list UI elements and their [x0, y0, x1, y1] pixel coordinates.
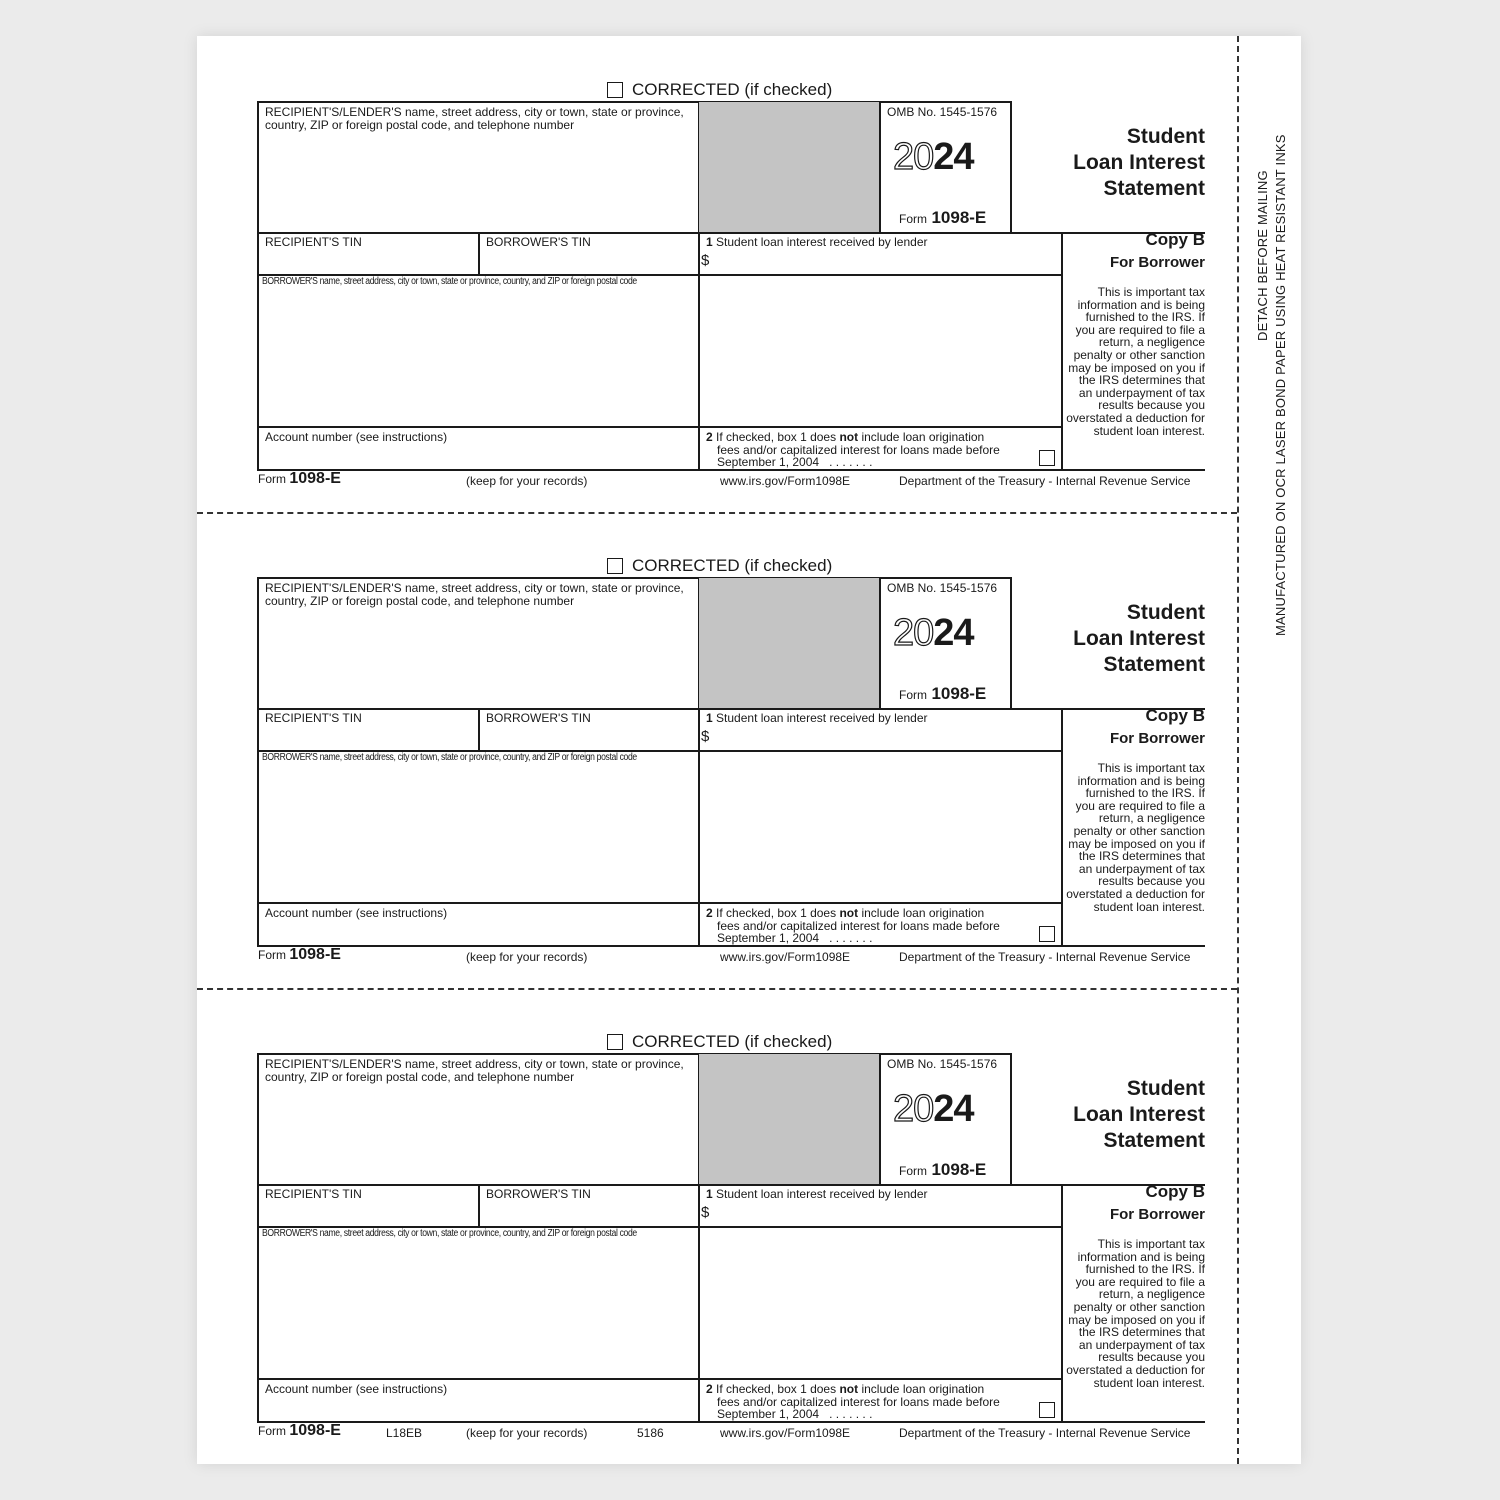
corrected-row — [607, 1032, 832, 1052]
tax-notice: This is important tax information and is being furnished to the IRS. If you are required to file a return, a negligence penalty or other sanction may be imposed on you if the IRS determines that an underpayment of tax results because you overstated a deduction for student loan interest. — [1066, 761, 1205, 914]
box2-line-2: fees and/or capitalized interest for loans made before — [717, 918, 1000, 933]
footer-form-number: 1098-E — [289, 470, 341, 487]
box2-line-2: fees and/or capitalized interest for loans made before — [717, 442, 1000, 457]
form-word: Form — [899, 1164, 927, 1178]
form-sheet — [197, 36, 1301, 1464]
box2-number: 2 — [706, 906, 713, 920]
omb-number: OMB No. 1545-1576 — [887, 581, 998, 595]
box2-bold: not — [839, 1382, 859, 1396]
corrected-label: CORRECTED (if checked) — [632, 556, 833, 575]
gray-box-divider — [879, 1053, 881, 1185]
box2-checkbox[interactable] — [1039, 1402, 1055, 1418]
title-line-2: Loan Interest — [1073, 1103, 1205, 1126]
shaded-box — [699, 578, 879, 708]
box1-label — [706, 712, 928, 725]
footer-form-number: 1098-E — [289, 946, 341, 963]
form-copy-1 — [197, 36, 1237, 488]
box1-label — [706, 236, 928, 249]
title-line-3: Statement — [1103, 653, 1205, 676]
footer-code: L18EB — [386, 1426, 423, 1440]
box2-post: include loan origination — [861, 430, 985, 444]
box2-pre: If checked, box 1 does — [716, 906, 837, 920]
form-top-border — [257, 1053, 1011, 1055]
form-copy-3 — [197, 988, 1237, 1440]
footer-keep: (keep for your records) — [466, 1426, 588, 1440]
for-borrower-label: For Borrower — [1109, 254, 1205, 271]
box2-post: include loan origination — [861, 1382, 985, 1396]
tax-year-suffix: 24 — [933, 612, 974, 654]
box2-date: September 1, 2004 — [717, 455, 820, 470]
box1-number: 1 — [706, 1187, 713, 1201]
account-number-label: Account number (see instructions) — [265, 1382, 448, 1396]
form-word: Form — [899, 688, 927, 702]
omb-number: OMB No. 1545-1576 — [887, 1057, 998, 1071]
box2-post: include loan origination — [861, 906, 985, 920]
paper-note: MANUFACTURED ON OCR LASER BOND PAPER USING HEAT RESISTANT INKS — [1273, 134, 1288, 636]
borrower-name-label: BORROWER'S name, street address, city or town, state or province, country, and ZIP or foreign postal code — [262, 276, 637, 287]
form-number-box — [899, 684, 986, 704]
recipient-tin-label: RECIPIENT'S TIN — [265, 1187, 362, 1201]
box1-dollar-sign: $ — [701, 1204, 710, 1221]
form-left-border — [257, 1053, 259, 1423]
form-top-border — [257, 577, 1011, 579]
account-row-top — [257, 1378, 1062, 1380]
recipient-lender-label: RECIPIENT'S/LENDER'S name, street address, city or town, state or province, country, ZIP or foreign postal code, and telephone number — [265, 1057, 684, 1084]
box2-line-2: fees and/or capitalized interest for loans made before — [717, 1394, 1000, 1409]
omb-number: OMB No. 1545-1576 — [887, 105, 998, 119]
box1-label — [706, 1188, 928, 1201]
gray-box-divider — [879, 577, 881, 709]
box2-checkbox[interactable] — [1039, 926, 1055, 942]
account-number-label: Account number (see instructions) — [265, 430, 448, 444]
box2-bold: not — [839, 906, 859, 920]
borrower-name-label: BORROWER'S name, street address, city or town, state or province, country, and ZIP or foreign postal code — [262, 1228, 637, 1239]
footer-keep: (keep for your records) — [466, 950, 588, 964]
title-line-1: Student — [1126, 125, 1205, 148]
tax-year — [893, 612, 974, 655]
tin-divider — [478, 1184, 480, 1226]
title-line-3: Statement — [1103, 177, 1205, 200]
recipient-lender-label: RECIPIENT'S/LENDER'S name, street address, city or town, state or province, country, ZIP or foreign postal code, and telephone number — [265, 105, 684, 132]
corrected-row — [607, 80, 832, 100]
box2-date: September 1, 2004 — [717, 931, 820, 946]
tax-year-prefix: 20 — [893, 1088, 934, 1130]
corrected-checkbox[interactable] — [607, 1034, 623, 1050]
box2-number: 2 — [706, 1382, 713, 1396]
box2-label — [706, 1383, 1000, 1421]
side-notes — [1255, 96, 1295, 636]
title-line-1: Student — [1126, 1077, 1205, 1100]
box1-number: 1 — [706, 235, 713, 249]
box2-pre: If checked, box 1 does — [716, 1382, 837, 1396]
borrower-tin-label: BORROWER'S TIN — [486, 711, 591, 725]
account-number-label: Account number (see instructions) — [265, 906, 448, 920]
corrected-checkbox[interactable] — [607, 558, 623, 574]
footer-cat-number: 5186 — [637, 1426, 664, 1440]
footer-department: Department of the Treasury - Internal Revenue Service — [899, 474, 1191, 488]
box2-number: 2 — [706, 430, 713, 444]
corrected-label: CORRECTED (if checked) — [632, 80, 833, 99]
title-line-2: Loan Interest — [1073, 151, 1205, 174]
form-left-border — [257, 577, 259, 947]
tax-year-suffix: 24 — [933, 136, 974, 178]
for-borrower-label: For Borrower — [1109, 730, 1205, 747]
gray-box-divider — [879, 101, 881, 233]
shaded-box — [699, 102, 879, 232]
tax-year-prefix: 20 — [893, 136, 934, 178]
borrower-name-label: BORROWER'S name, street address, city or town, state or province, country, and ZIP or foreign postal code — [262, 752, 637, 763]
footer-url: www.irs.gov/Form1098E — [720, 1426, 851, 1440]
tax-notice: This is important tax information and is being furnished to the IRS. If you are required to file a return, a negligence penalty or other sanction may be imposed on you if the IRS determines that an underpayment of tax results because you overstated a deduction for student loan interest. — [1066, 285, 1205, 438]
footer-url: www.irs.gov/Form1098E — [720, 950, 851, 964]
box1-text: Student loan interest received by lender — [716, 235, 928, 249]
box2-pre: If checked, box 1 does — [716, 430, 837, 444]
box2-checkbox[interactable] — [1039, 450, 1055, 466]
footer-department: Department of the Treasury - Internal Revenue Service — [899, 950, 1191, 964]
footer-url: www.irs.gov/Form1098E — [720, 474, 851, 488]
form-number: 1098-E — [931, 208, 987, 227]
tax-year-suffix: 24 — [933, 1088, 974, 1130]
borrower-tin-label: BORROWER'S TIN — [486, 235, 591, 249]
corrected-label: CORRECTED (if checked) — [632, 1032, 833, 1051]
omb-box-right-border — [1010, 577, 1012, 709]
form-title — [1057, 600, 1205, 678]
recipient-tin-label: RECIPIENT'S TIN — [265, 235, 362, 249]
box1-dollar-sign: $ — [701, 252, 710, 269]
box2-dots: . . . . . . . — [829, 931, 873, 946]
footer-department: Department of the Treasury - Internal Revenue Service — [899, 1426, 1191, 1440]
form-number-box — [899, 208, 986, 228]
account-row-top — [257, 426, 1062, 428]
tax-year-prefix: 20 — [893, 612, 934, 654]
for-borrower-label: For Borrower — [1109, 1206, 1205, 1223]
tax-notice: This is important tax information and is being furnished to the IRS. If you are required to file a return, a negligence penalty or other sanction may be imposed on you if the IRS determines that an underpayment of tax results because you overstated a deduction for student loan interest. — [1066, 1237, 1205, 1390]
form-bottom-border — [257, 945, 1205, 947]
footer-form-number: 1098-E — [289, 1422, 341, 1439]
form-number: 1098-E — [931, 1160, 987, 1179]
form-title — [1057, 1076, 1205, 1154]
box2-line-3 — [706, 1408, 1000, 1421]
box2-dots: . . . . . . . — [829, 455, 873, 470]
box2-bold: not — [839, 430, 859, 444]
tax-year — [893, 136, 974, 179]
form-top-border — [257, 101, 1011, 103]
title-line-1: Student — [1126, 601, 1205, 624]
copy-b-label: Copy B — [1145, 230, 1205, 249]
tin-divider — [478, 708, 480, 750]
title-line-3: Statement — [1103, 1129, 1205, 1152]
footer-form-word: Form — [258, 948, 286, 962]
footer-form — [258, 470, 341, 490]
box2-line-3 — [706, 456, 1000, 469]
form-title — [1057, 124, 1205, 202]
footer-form — [258, 946, 341, 966]
shaded-box — [699, 1054, 879, 1184]
box1-text: Student loan interest received by lender — [716, 711, 928, 725]
box2-line-1 — [706, 1383, 1000, 1396]
copy-b-label: Copy B — [1145, 706, 1205, 725]
box2-dots: . . . . . . . — [829, 1407, 873, 1422]
footer-form-word: Form — [258, 1424, 286, 1438]
recipient-tin-label: RECIPIENT'S TIN — [265, 711, 362, 725]
borrower-tin-label: BORROWER'S TIN — [486, 1187, 591, 1201]
footer-form-word: Form — [258, 472, 286, 486]
form-number: 1098-E — [931, 684, 987, 703]
title-line-2: Loan Interest — [1073, 627, 1205, 650]
detach-perforation-vertical — [1237, 36, 1239, 1464]
form-bottom-border — [257, 469, 1205, 471]
box1-number: 1 — [706, 711, 713, 725]
form-copy-2 — [197, 512, 1237, 964]
footer-form — [258, 1422, 341, 1442]
box2-line-1 — [706, 907, 1000, 920]
box2-line-3 — [706, 932, 1000, 945]
tax-year — [893, 1088, 974, 1131]
footer-keep: (keep for your records) — [466, 474, 588, 488]
form-number-box — [899, 1160, 986, 1180]
box1-text: Student loan interest received by lender — [716, 1187, 928, 1201]
form-word: Form — [899, 212, 927, 226]
corrected-checkbox[interactable] — [607, 82, 623, 98]
omb-box-right-border — [1010, 1053, 1012, 1185]
form-bottom-border — [257, 1421, 1205, 1423]
box1-dollar-sign: $ — [701, 728, 710, 745]
omb-box-right-border — [1010, 101, 1012, 233]
detach-note: DETACH BEFORE MAILING — [1255, 170, 1270, 341]
box2-label — [706, 907, 1000, 945]
form-left-border — [257, 101, 259, 471]
corrected-row — [607, 556, 832, 576]
tin-divider — [478, 232, 480, 274]
box2-label — [706, 431, 1000, 469]
box2-date: September 1, 2004 — [717, 1407, 820, 1422]
box2-line-1 — [706, 431, 1000, 444]
recipient-lender-label: RECIPIENT'S/LENDER'S name, street address, city or town, state or province, country, ZIP or foreign postal code, and telephone number — [265, 581, 684, 608]
copy-b-label: Copy B — [1145, 1182, 1205, 1201]
account-row-top — [257, 902, 1062, 904]
